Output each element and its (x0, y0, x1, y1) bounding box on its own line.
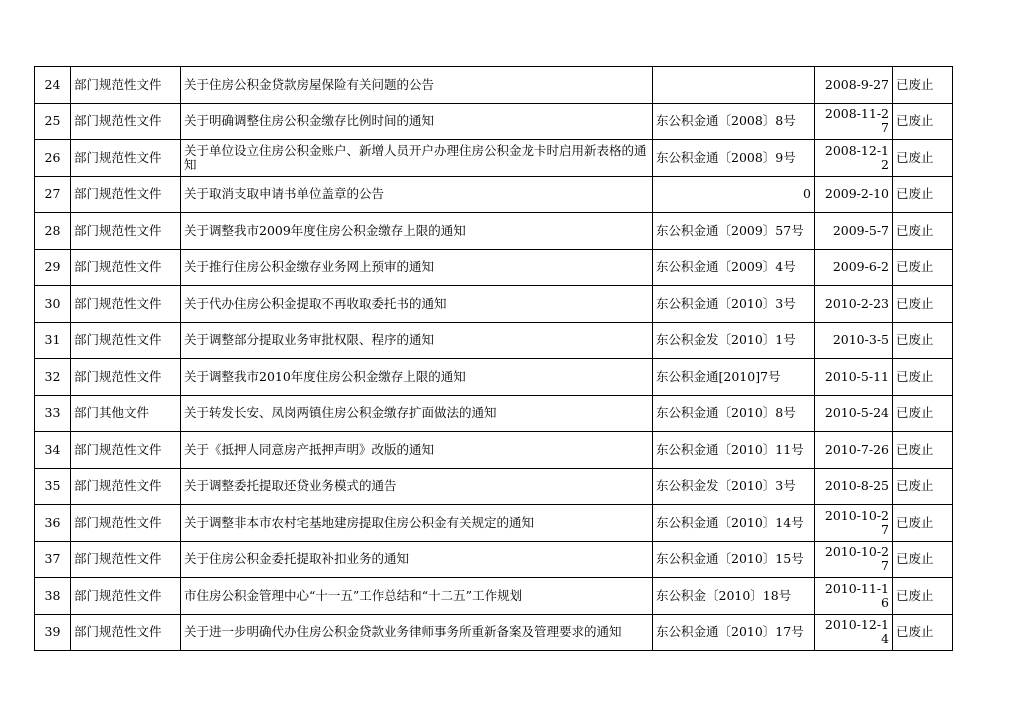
status-cell: 已废止 (893, 359, 953, 396)
row-number-cell: 27 (35, 176, 71, 213)
table-row (35, 67, 953, 104)
issue-date-cell: 2010-7-26 (815, 432, 893, 469)
table-row (35, 614, 953, 651)
issue-date-cell: 2010-12-14 (815, 614, 893, 651)
table-row (35, 432, 953, 469)
row-number-cell: 33 (35, 395, 71, 432)
row-number-cell: 30 (35, 286, 71, 323)
table-row (35, 541, 953, 578)
issue-date-cell: 2010-5-11 (815, 359, 893, 396)
document-number-cell: 0 (653, 176, 815, 213)
issue-date-cell: 2010-10-27 (815, 505, 893, 542)
document-title-cell: 关于《抵押人同意房产抵押声明》改版的通知 (181, 432, 653, 469)
status-cell: 已废止 (893, 541, 953, 578)
status-cell: 已废止 (893, 249, 953, 286)
document-type-cell: 部门规范性文件 (71, 140, 181, 177)
issue-date-cell: 2008-12-12 (815, 140, 893, 177)
document-title-cell: 关于取消支取申请书单位盖章的公告 (181, 176, 653, 213)
document-type-cell: 部门规范性文件 (71, 578, 181, 615)
status-cell: 已废止 (893, 505, 953, 542)
document-type-cell: 部门规范性文件 (71, 67, 181, 104)
document-type-cell: 部门规范性文件 (71, 432, 181, 469)
row-number-cell: 24 (35, 67, 71, 104)
table-row (35, 249, 953, 286)
status-cell: 已废止 (893, 103, 953, 140)
document-title-cell: 关于单位设立住房公积金账户、新增人员开户办理住房公积金龙卡时启用新表格的通知 (181, 140, 653, 177)
document-type-cell: 部门规范性文件 (71, 176, 181, 213)
document-type-cell: 部门规范性文件 (71, 322, 181, 359)
document-number-cell: 东公积金通〔2010〕3号 (653, 286, 815, 323)
document-number-cell: 东公积金通〔2010〕8号 (653, 395, 815, 432)
table-row (35, 505, 953, 542)
issue-date-cell: 2010-2-23 (815, 286, 893, 323)
issue-date-cell: 2009-5-7 (815, 213, 893, 250)
status-cell: 已废止 (893, 140, 953, 177)
document-type-cell: 部门规范性文件 (71, 541, 181, 578)
document-type-cell: 部门规范性文件 (71, 505, 181, 542)
issue-date-cell: 2010-5-24 (815, 395, 893, 432)
document-title-cell: 关于调整非本市农村宅基地建房提取住房公积金有关规定的通知 (181, 505, 653, 542)
document-title-cell: 关于调整部分提取业务审批权限、程序的通知 (181, 322, 653, 359)
document-number-cell: 东公积金通〔2009〕57号 (653, 213, 815, 250)
document-type-cell: 部门规范性文件 (71, 213, 181, 250)
document-number-cell: 东公积金通[2010]7号 (653, 359, 815, 396)
document-number-cell (653, 67, 815, 104)
row-number-cell: 34 (35, 432, 71, 469)
document-title-cell: 市住房公积金管理中心“十一五”工作总结和“十二五”工作规划 (181, 578, 653, 615)
document-title-cell: 关于转发长安、凤岗两镇住房公积金缴存扩面做法的通知 (181, 395, 653, 432)
row-number-cell: 26 (35, 140, 71, 177)
row-number-cell: 32 (35, 359, 71, 396)
table-row (35, 395, 953, 432)
row-number-cell: 39 (35, 614, 71, 651)
document-type-cell: 部门规范性文件 (71, 359, 181, 396)
table-row (35, 322, 953, 359)
table-row (35, 103, 953, 140)
issue-date-cell: 2010-3-5 (815, 322, 893, 359)
status-cell: 已废止 (893, 322, 953, 359)
document-number-cell: 东公积金发〔2010〕1号 (653, 322, 815, 359)
document-title-cell: 关于调整我市2009年度住房公积金缴存上限的通知 (181, 213, 653, 250)
table-row (35, 213, 953, 250)
document-number-cell: 东公积金〔2010〕18号 (653, 578, 815, 615)
issue-date-cell: 2008-11-27 (815, 103, 893, 140)
document-number-cell: 东公积金通〔2010〕17号 (653, 614, 815, 651)
table-row (35, 176, 953, 213)
table-body (35, 67, 953, 651)
document-type-cell: 部门规范性文件 (71, 468, 181, 505)
document-number-cell: 东公积金通〔2010〕15号 (653, 541, 815, 578)
document-type-cell: 部门其他文件 (71, 395, 181, 432)
issue-date-cell: 2010-10-27 (815, 541, 893, 578)
document-type-cell: 部门规范性文件 (71, 249, 181, 286)
row-number-cell: 31 (35, 322, 71, 359)
row-number-cell: 37 (35, 541, 71, 578)
document-title-cell: 关于住房公积金委托提取补扣业务的通知 (181, 541, 653, 578)
document-title-cell: 关于代办住房公积金提取不再收取委托书的通知 (181, 286, 653, 323)
table-row (35, 468, 953, 505)
row-number-cell: 35 (35, 468, 71, 505)
row-number-cell: 25 (35, 103, 71, 140)
issue-date-cell: 2009-6-2 (815, 249, 893, 286)
table-row (35, 578, 953, 615)
document-number-cell: 东公积金通〔2008〕9号 (653, 140, 815, 177)
status-cell: 已废止 (893, 213, 953, 250)
document-number-cell: 东公积金通〔2010〕14号 (653, 505, 815, 542)
document-number-cell: 东公积金发〔2010〕3号 (653, 468, 815, 505)
status-cell: 已废止 (893, 67, 953, 104)
row-number-cell: 36 (35, 505, 71, 542)
row-number-cell: 29 (35, 249, 71, 286)
table-row (35, 359, 953, 396)
document-type-cell: 部门规范性文件 (71, 614, 181, 651)
status-cell: 已废止 (893, 176, 953, 213)
row-number-cell: 28 (35, 213, 71, 250)
issue-date-cell: 2010-11-16 (815, 578, 893, 615)
document-title-cell: 关于住房公积金贷款房屋保险有关问题的公告 (181, 67, 653, 104)
document-title-cell: 关于明确调整住房公积金缴存比例时间的通知 (181, 103, 653, 140)
document-title-cell: 关于调整我市2010年度住房公积金缴存上限的通知 (181, 359, 653, 396)
status-cell: 已废止 (893, 395, 953, 432)
document-title-cell: 关于进一步明确代办住房公积金贷款业务律师事务所重新备案及管理要求的通知 (181, 614, 653, 651)
table-row (35, 286, 953, 323)
document-type-cell: 部门规范性文件 (71, 103, 181, 140)
document-number-cell: 东公积金通〔2010〕11号 (653, 432, 815, 469)
document-type-cell: 部门规范性文件 (71, 286, 181, 323)
document-number-cell: 东公积金通〔2009〕4号 (653, 249, 815, 286)
row-number-cell: 38 (35, 578, 71, 615)
issue-date-cell: 2008-9-27 (815, 67, 893, 104)
regulation-table (34, 66, 953, 651)
status-cell: 已废止 (893, 468, 953, 505)
status-cell: 已废止 (893, 286, 953, 323)
document-title-cell: 关于推行住房公积金缴存业务网上预审的通知 (181, 249, 653, 286)
status-cell: 已废止 (893, 432, 953, 469)
document-title-cell: 关于调整委托提取还贷业务模式的通告 (181, 468, 653, 505)
issue-date-cell: 2010-8-25 (815, 468, 893, 505)
document-number-cell: 东公积金通〔2008〕8号 (653, 103, 815, 140)
issue-date-cell: 2009-2-10 (815, 176, 893, 213)
status-cell: 已废止 (893, 614, 953, 651)
status-cell: 已废止 (893, 578, 953, 615)
table-row (35, 140, 953, 177)
